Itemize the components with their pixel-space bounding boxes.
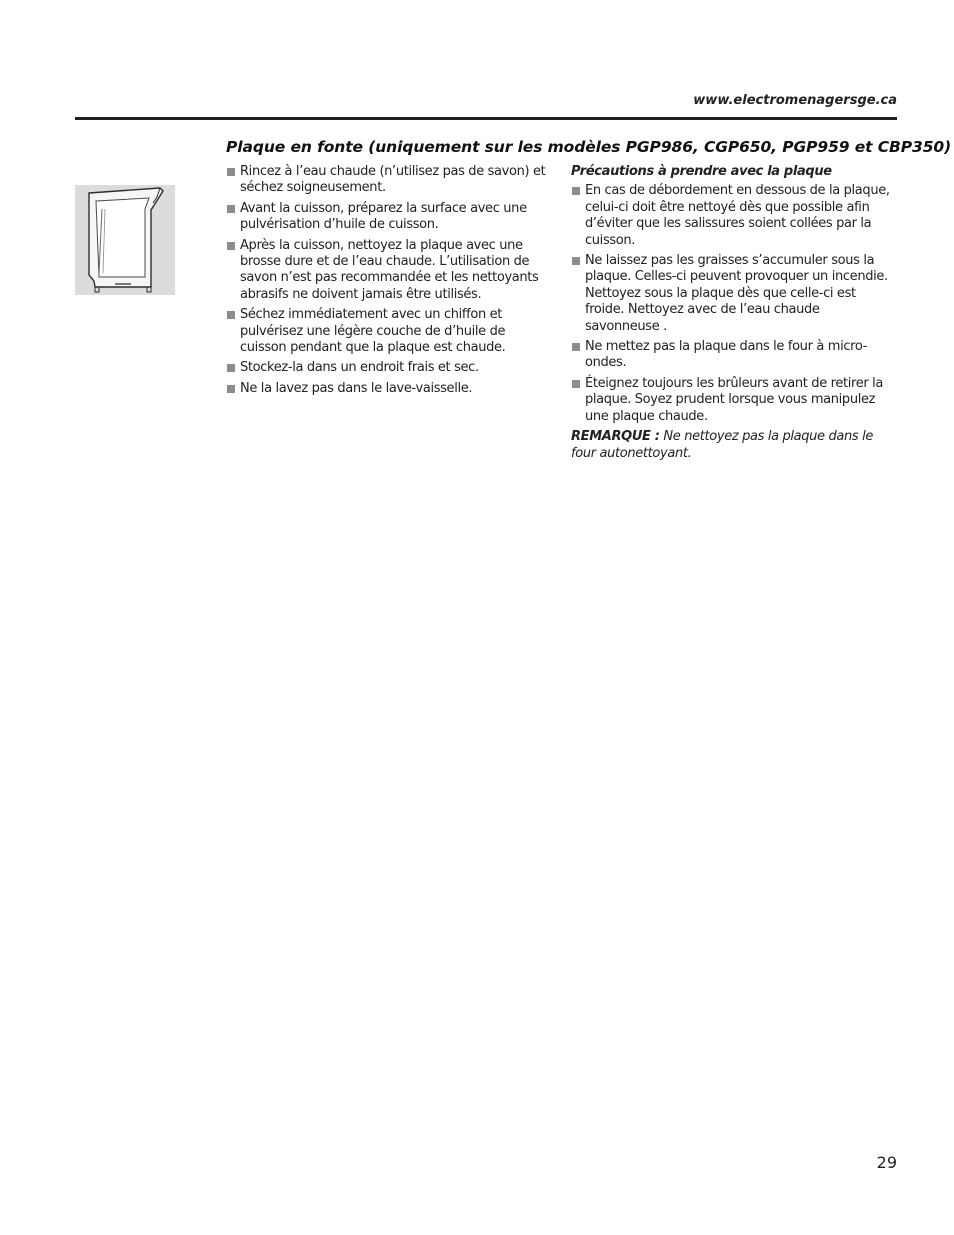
list-item: Séchez immédiatement avec un chiffon et pulvérisez une légère couche de d’huile de cuisson pendant que la plaque est chaude. [226,307,546,356]
square-bullet-icon [227,364,235,372]
list-item: Rincez à l’eau chaude (n’utilisez pas de savon) et séchez soigneusement. [226,164,546,197]
list-item: Éteignez toujours les brûleurs avant de retirer la plaque. Soyez prudent lorsque vous manipulez une plaque chaude. [571,376,897,425]
page-number: 29 [876,1153,897,1172]
precautions [571,164,897,462]
header-url: www.electromenagersge.ca [693,93,897,108]
square-bullet-icon [572,257,580,265]
cleaning-list [226,164,546,397]
square-bullet-icon [572,187,580,195]
square-bullet-icon [227,311,235,319]
square-bullet-icon [227,385,235,393]
note-text: Ne nettoyez pas la plaque dans le four autonettoyant. [571,429,874,461]
section-title: Plaque en fonte (uniquement sur les modèles PGP986, CGP650, PGP959 et CBP350) [226,138,952,156]
list-item: Ne mettez pas la plaque dans le four à micro-ondes. [571,339,897,372]
list-item: Avant la cuisson, préparez la surface avec une pulvérisation d’huile de cuisson. [226,201,546,234]
square-bullet-icon [227,205,235,213]
precautions-list [571,183,897,425]
list-item: Après la cuisson, nettoyez la plaque avec une brosse dure et de l’eau chaude. L’utilisation de savon n’est pas recommandée et les nettoyants abrasifs ne doivent jamais être utilisés. [226,238,546,304]
cast-iron-griddle-icon [75,185,175,295]
square-bullet-icon [572,343,580,351]
header-divider [75,117,897,120]
square-bullet-icon [572,380,580,388]
list-item: Ne laissez pas les graisses s’accumuler sous la plaque. Celles-ci peuvent provoquer un incendie. Nettoyez sous la plaque dès que celle-ci est froide. Nettoyez avec de l’eau chaude savonneuse . [571,253,897,335]
note [571,429,897,462]
list-item: Stockez-la dans un endroit frais et sec. [226,360,546,376]
list-item: Ne la lavez pas dans le lave-vaisselle. [226,381,546,397]
list-item: En cas de débordement en dessous de la plaque, celui-ci doit être nettoyé dès que possible afin d’éviter que les salissures soient collées par la cuisson. [571,183,897,249]
cleaning-instructions [226,164,546,401]
precautions-heading: Précautions à prendre avec la plaque [571,164,832,179]
square-bullet-icon [227,242,235,250]
square-bullet-icon [227,168,235,176]
note-label: REMARQUE : [571,429,660,445]
